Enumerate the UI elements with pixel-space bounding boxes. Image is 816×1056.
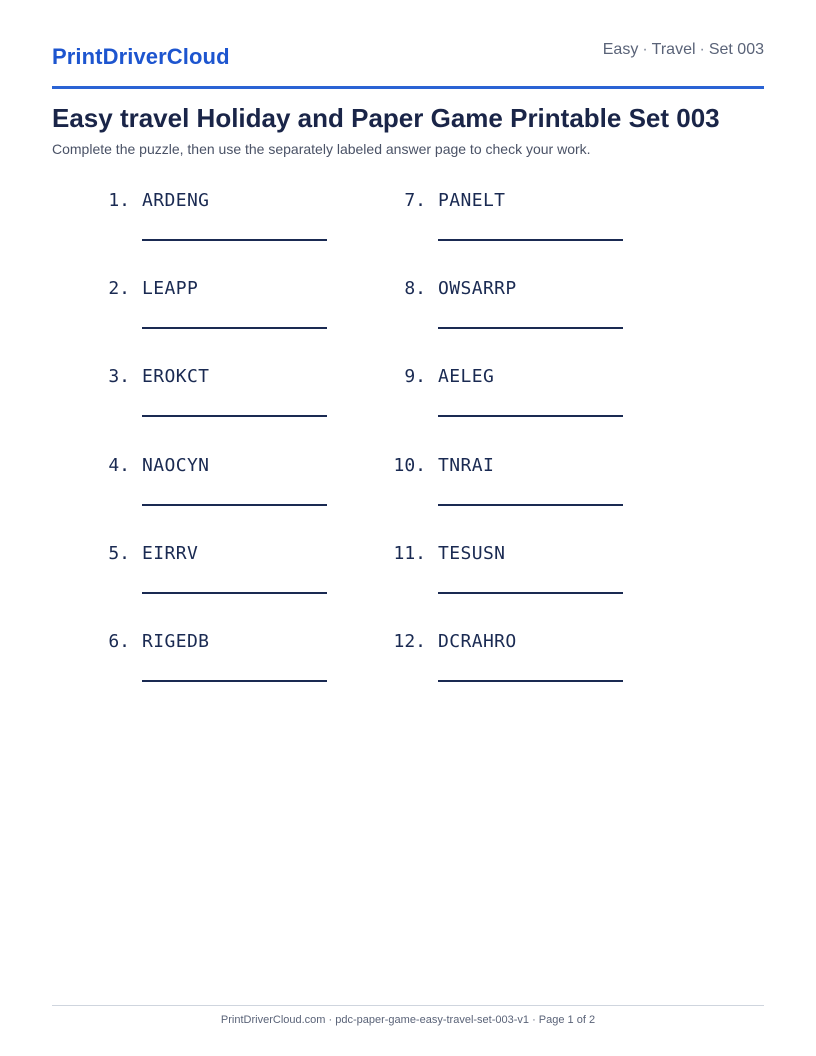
- meta-separator: ·: [642, 41, 648, 58]
- scrambled-word: DCRAHRO: [438, 631, 517, 652]
- answer-line[interactable]: [142, 592, 327, 594]
- page-footer: PrintDriverCloud.com · pdc-paper-game-easy-travel-set-003-v1 · Page 1 of 2: [52, 1005, 764, 1026]
- puzzle-number: 6.: [108, 631, 130, 652]
- answer-line[interactable]: [142, 239, 327, 241]
- answer-line[interactable]: [142, 504, 327, 506]
- answer-line[interactable]: [438, 239, 623, 241]
- answer-line[interactable]: [438, 680, 623, 682]
- header-meta: [603, 41, 764, 59]
- scrambled-word: AELEG: [438, 366, 495, 387]
- meta-separator: ·: [699, 41, 705, 58]
- answer-line[interactable]: [438, 592, 623, 594]
- scrambled-word: OWSARRP: [438, 278, 517, 299]
- puzzle-number: 10.: [393, 455, 426, 476]
- answer-line[interactable]: [438, 415, 623, 417]
- theme-label: Travel: [651, 41, 696, 58]
- scrambled-word: EROKCT: [142, 366, 210, 387]
- puzzle-number: 5.: [108, 543, 130, 564]
- answer-line[interactable]: [142, 680, 327, 682]
- page-title: Easy travel Holiday and Paper Game Printable Set 003: [52, 103, 720, 133]
- instructions: Complete the puzzle, then use the separately labeled answer page to check your work.: [52, 141, 591, 157]
- scrambled-word: NAOCYN: [142, 455, 210, 476]
- brand-logo: PrintDriverCloud: [52, 44, 230, 69]
- answer-line[interactable]: [438, 327, 623, 329]
- scrambled-word: TNRAI: [438, 455, 495, 476]
- scrambled-word: EIRRV: [142, 543, 199, 564]
- puzzle-number: 2.: [108, 278, 130, 299]
- scrambled-word: RIGEDB: [142, 631, 210, 652]
- puzzle-number: 8.: [404, 278, 426, 299]
- puzzle-number: 9.: [404, 366, 426, 387]
- scrambled-word: ARDENG: [142, 190, 210, 211]
- puzzle-number: 12.: [393, 631, 426, 652]
- scrambled-word: LEAPP: [142, 278, 199, 299]
- puzzle-number: 11.: [393, 543, 426, 564]
- difficulty-label: Easy: [602, 41, 639, 58]
- scrambled-word: PANELT: [438, 190, 506, 211]
- answer-line[interactable]: [142, 415, 327, 417]
- answer-line[interactable]: [438, 504, 623, 506]
- puzzle-number: 1.: [108, 190, 130, 211]
- puzzle-number: 3.: [108, 366, 130, 387]
- set-label: Set 003: [708, 41, 764, 58]
- answer-line[interactable]: [142, 327, 327, 329]
- puzzle-number: 7.: [404, 190, 426, 211]
- scrambled-word: TESUSN: [438, 543, 506, 564]
- page-header: [52, 40, 764, 89]
- puzzle-number: 4.: [108, 455, 130, 476]
